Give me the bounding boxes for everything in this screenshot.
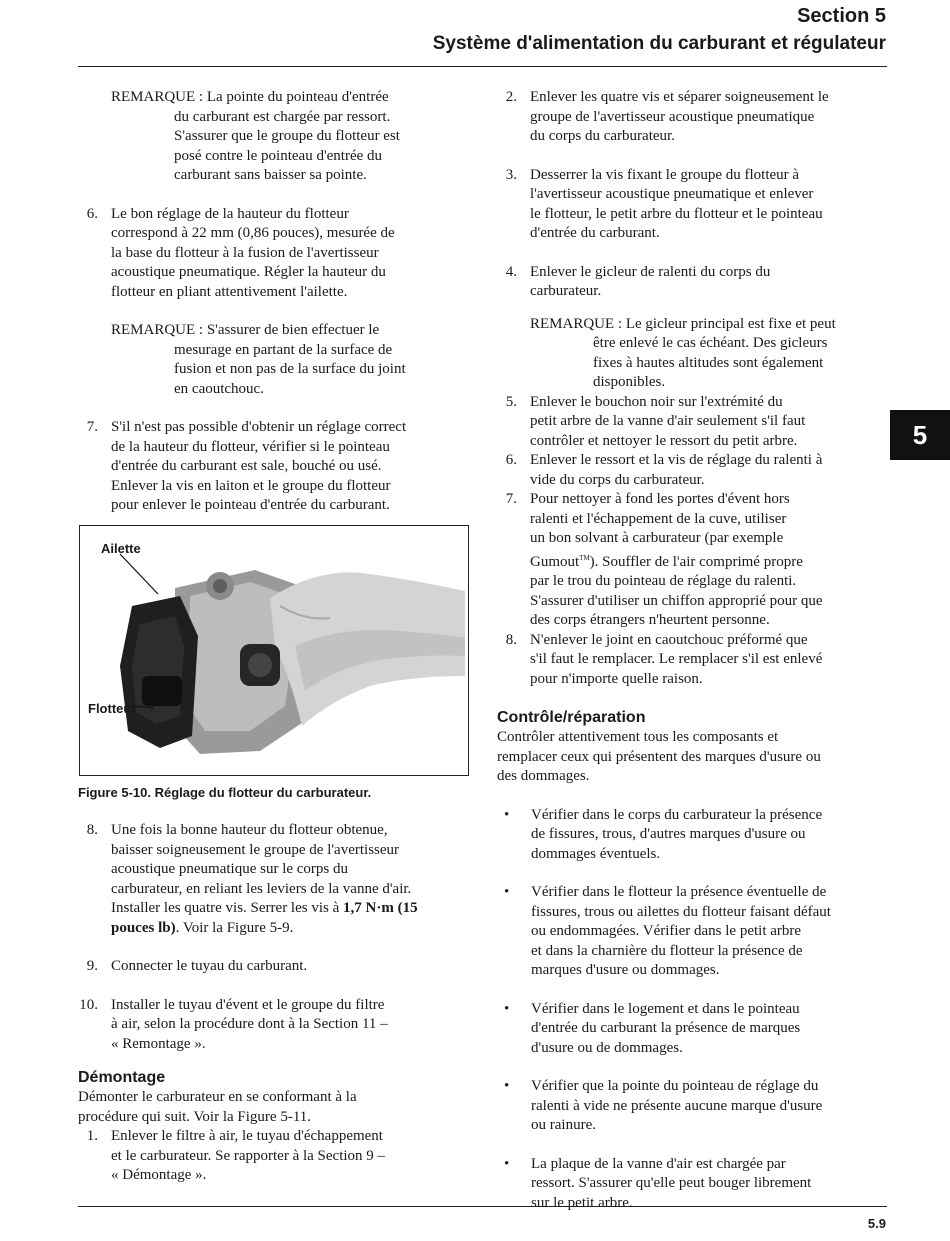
bullet-float-check: • Vérifier dans le flotteur la présence éventuelle de fissures, trous ou ailettes du flotteur faisant défaut ou endommagées. Vérifier dans le petit arbre et dans la charnière du flotteur la présence de marques d'usure ou dommages.: [504, 884, 831, 978]
step-5-black-cap: 5. Enlever le bouchon noir sur l'extrémité du petit arbre de la vanne d'air seulement s'il faut contrôler et nettoyer le ressort du petit arbre.: [505, 393, 806, 449]
section-number: Section 5: [797, 5, 886, 27]
note-main-jet: REMARQUE : Le gicleur principal est fixe et peut être enlevé le cas échéant. Des gicleurs fixes à hautes altitudes sont également disponibles.: [530, 315, 836, 390]
step-3-float-removal: 3. Desserrer la vis fixant le groupe du flotteur à l'avertisseur acoustique pneumatique et enlever le flotteur, le petit arbre du flotteur et le pointeau d'entrée du carburant.: [505, 166, 823, 241]
footer-rule: [78, 1206, 887, 1207]
note-measurement: REMARQUE : S'assurer de bien effectuer le mesurage en partant de la surface de fusion et non pas de la surface du joint en caoutchouc.: [111, 322, 406, 397]
note-spring-loaded: REMARQUE : La pointe du pointeau d'entrée du carburant est chargée par ressort. S'assurer que le groupe du flotteur est posé contre le pointeau d'entrée du carburant sans baisser sa pointe.: [111, 89, 400, 183]
step-7-inlet-needle: 7. S'il n'est pas possible d'obtenir un réglage correct de la hauteur du flotteur, vérifier si le pointeau d'entrée du carburant est sale, bouché ou usé. Enlever la vis en laiton et le groupe du flotteur pour enlever le pointeau d'entrée du carburant.: [86, 419, 407, 513]
carburetor-photo: [80, 526, 468, 775]
step-8-rubber-seal: 8. N'enlever le joint en caoutchouc préformé que s'il faut le remplacer. Le remplacer s'il est enlevé pour n'importe quelle raison.: [505, 631, 823, 687]
step-4-idle-jet: 4. Enlever le gicleur de ralenti du corps du carburateur.: [505, 263, 771, 299]
bullet-body-check: • Vérifier dans le corps du carburateur la présence de fissures, trous, d'autres marques d'usure ou dommages éventuels.: [504, 806, 823, 862]
step-7-cleaning: 7. Pour nettoyer à fond les portes d'évent hors ralenti et l'échappement de la cuve, utiliser un bon solvant à carburateur (par exemple Gumout™). Souffler de l'air comprimé propre par le trou du pointeau de réglage du ralenti. S'assurer d'utiliser un chiffon approprié pour que des corps étrangers n'heurtent personne.: [505, 491, 823, 628]
page-number: 5.9: [867, 1216, 886, 1231]
step-2-remove-screws: 2. Enlever les quatre vis et séparer soigneusement le groupe de l'avertisseur acoustique pneumatique du corps du carburateur.: [505, 89, 829, 144]
heading-controle: Contrôle/réparation: [497, 709, 646, 726]
bullet-idle-needle-check: • Vérifier que la pointe du pointeau de réglage du ralenti à vide ne présente aucune marque d'usure ou rainure.: [504, 1078, 823, 1133]
label-ailette: Ailette: [101, 540, 141, 556]
right-column: [497, 88, 889, 1213]
label-flotteur: Flotteur: [88, 700, 137, 716]
header-rule: [78, 66, 887, 67]
step-8-install: 8. Une fois la bonne hauteur du flotteur obtenue, baisser soigneusement le groupe de l'avertisseur acoustique pneumatique sur le corps du carburateur, en reliant les leviers de la vanne d'air. Installer les quatre vis. Serrer les vis à 1,7 N·m (15 pouces lb). Voir la Figure 5-9.: [86, 822, 418, 936]
bullet-needle-check: • Vérifier dans le logement et dans le pointeau d'entrée du carburant la présence de marques d'usure ou de dommages.: [504, 1000, 801, 1056]
section-title: Système d'alimentation du carburant et régulateur: [432, 33, 886, 54]
section-tab: 5: [890, 410, 950, 460]
controle-intro: Contrôler attentivement tous les composants et remplacer ceux qui présentent des marques d'usure ou des dommages.: [497, 729, 821, 784]
left-column: [78, 88, 476, 1186]
heading-demontage: Démontage: [78, 1069, 166, 1086]
step-6-idle-spring: 6. Enlever le ressort et la vis de réglage du ralenti à vide du corps du carburateur.: [505, 452, 823, 488]
step-6-float-height: 6. Le bon réglage de la hauteur du flotteur correspond à 22 mm (0,86 pouces), mesurée de la base du flotteur à la fusion de l'avertisseur acoustique pneumatique. Régler la hauteur du flotteur en pliant attentivement l'ailette.: [86, 205, 395, 300]
demontage-intro: Démonter le carburateur en se conformant à la procédure qui suit. Voir la Figure 5-11.: [78, 1089, 357, 1125]
demontage-step-1: 1. Enlever le filtre à air, le tuyau d'échappement et le carburateur. Se rapporter à la Section 9 – « Démontage ».: [86, 1128, 386, 1183]
figure-float-adjustment: [79, 525, 469, 776]
step-10-breather: 10. Installer le tuyau d'évent et le groupe du filtre à air, selon la procédure dont à la Section 11 – « Remontage ».: [79, 996, 388, 1052]
figure-caption: Figure 5-10. Réglage du flotteur du carburateur.: [78, 784, 372, 800]
bullet-choke-plate-check: • La plaque de la vanne d'air est chargée par ressort. S'assurer qu'elle peut bouger librement sur le petit arbre.: [504, 1155, 812, 1211]
step-9-fuel-line: 9. Connecter le tuyau du carburant.: [86, 958, 308, 974]
